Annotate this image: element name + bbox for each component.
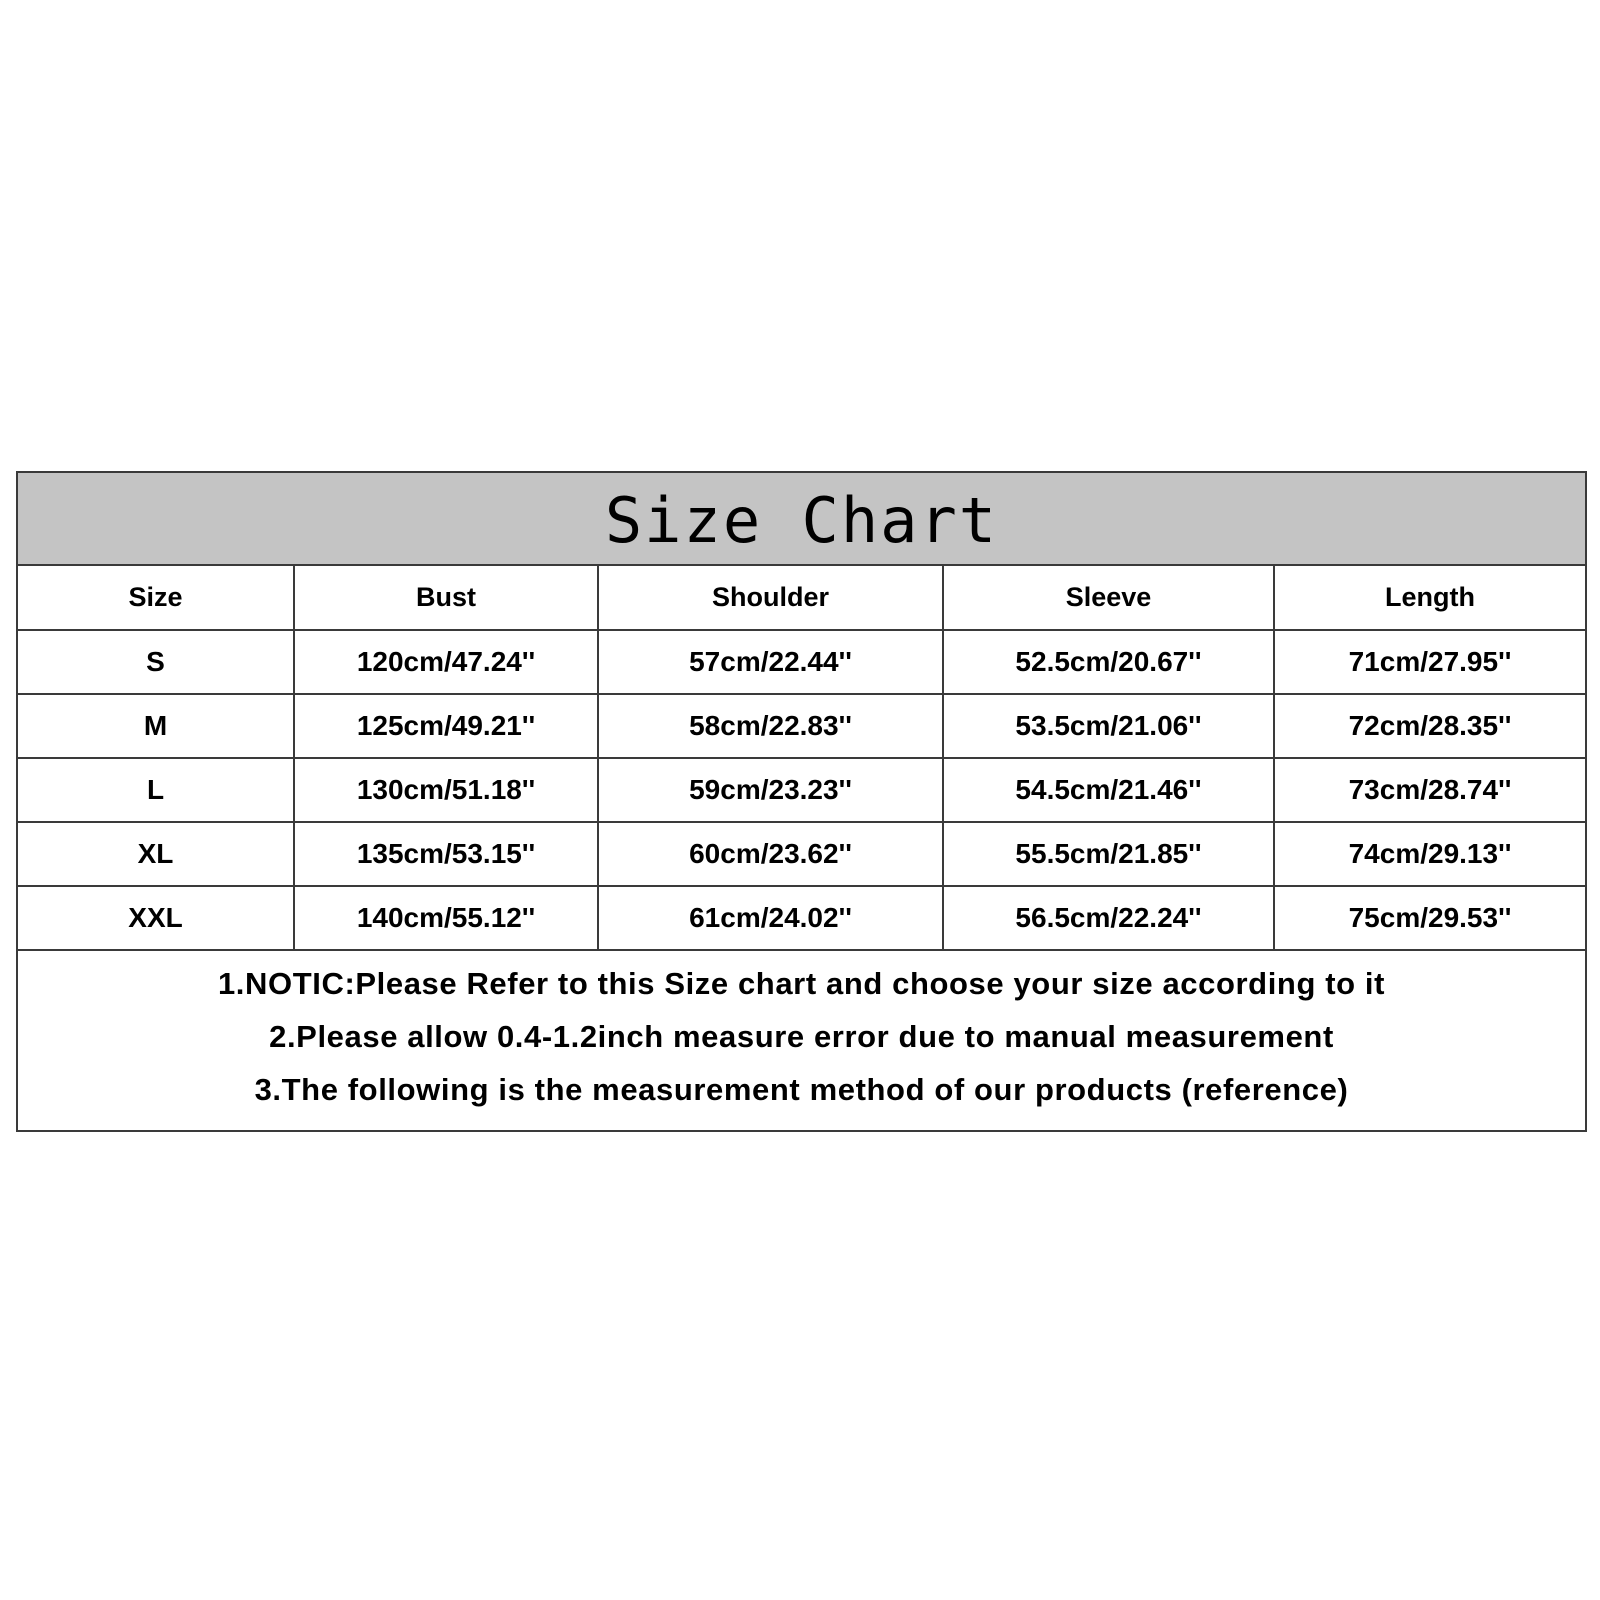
header-size: Size: [18, 566, 294, 630]
cell-sleeve: 56.5cm/22.24'': [943, 886, 1274, 950]
table-row: [18, 886, 1585, 950]
cell-sleeve: 53.5cm/21.06'': [943, 694, 1274, 758]
table-row: [18, 630, 1585, 694]
cell-sleeve: 54.5cm/21.46'': [943, 758, 1274, 822]
header-shoulder: Shoulder: [598, 566, 943, 630]
cell-length: 73cm/28.74'': [1274, 758, 1585, 822]
cell-shoulder: 61cm/24.02'': [598, 886, 943, 950]
size-chart: [16, 471, 1587, 1132]
header-sleeve: Sleeve: [943, 566, 1274, 630]
cell-bust: 135cm/53.15'': [294, 822, 598, 886]
cell-length: 72cm/28.35'': [1274, 694, 1585, 758]
chart-title: Size Chart: [18, 473, 1585, 566]
cell-bust: 140cm/55.12'': [294, 886, 598, 950]
table-header-row: [18, 566, 1585, 630]
cell-shoulder: 59cm/23.23'': [598, 758, 943, 822]
table-row: [18, 758, 1585, 822]
cell-size: L: [18, 758, 294, 822]
note-line-1: 1.NOTIC:Please Refer to this Size chart and choose your size according to it: [217, 966, 1386, 1001]
cell-sleeve: 52.5cm/20.67'': [943, 630, 1274, 694]
table-row: [18, 694, 1585, 758]
header-length: Length: [1274, 566, 1585, 630]
note-line-2: 2.Please allow 0.4-1.2inch measure error due to manual measurement: [269, 1019, 1334, 1054]
cell-length: 74cm/29.13'': [1274, 822, 1585, 886]
cell-size: S: [18, 630, 294, 694]
cell-length: 75cm/29.53'': [1274, 886, 1585, 950]
cell-size: XL: [18, 822, 294, 886]
table-row: [18, 822, 1585, 886]
cell-size: M: [18, 694, 294, 758]
notes-section: [18, 951, 1585, 1130]
cell-sleeve: 55.5cm/21.85'': [943, 822, 1274, 886]
cell-length: 71cm/27.95'': [1274, 630, 1585, 694]
size-table: [18, 566, 1585, 951]
cell-bust: 120cm/47.24'': [294, 630, 598, 694]
note-line-3: 3.The following is the measurement method of our products (reference): [254, 1072, 1349, 1107]
header-bust: Bust: [294, 566, 598, 630]
cell-shoulder: 60cm/23.62'': [598, 822, 943, 886]
cell-shoulder: 57cm/22.44'': [598, 630, 943, 694]
cell-shoulder: 58cm/22.83'': [598, 694, 943, 758]
cell-bust: 125cm/49.21'': [294, 694, 598, 758]
cell-bust: 130cm/51.18'': [294, 758, 598, 822]
cell-size: XXL: [18, 886, 294, 950]
